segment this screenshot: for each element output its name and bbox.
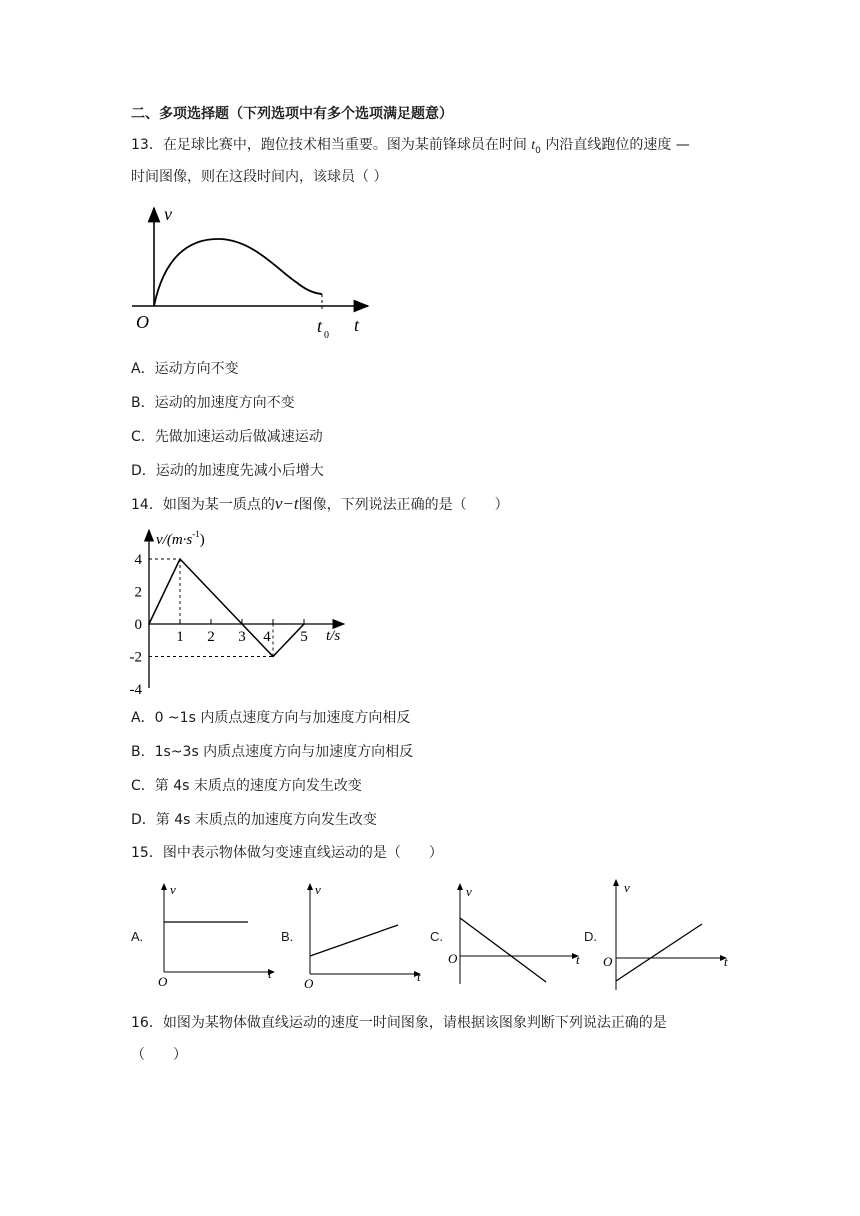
q15-option-d-graph <box>600 876 740 998</box>
q15-option-b-graph <box>300 880 430 992</box>
q14-y-tick-0: 4 <box>134 552 142 568</box>
q15-option-c-graph <box>444 880 594 992</box>
q14-stem-part1: 14．如图为某一质点的 <box>131 497 275 513</box>
q15c-t-label: t <box>576 952 580 967</box>
q15c-line <box>460 918 546 982</box>
q13-velocity-curve <box>154 239 322 306</box>
q14-y-tick-1: 2 <box>134 584 142 601</box>
q15-stem: 15．图中表示物体做匀变速直线运动的是（ ） <box>131 845 443 861</box>
q16-stem-line1: 16．如图为某物体做直线运动的速度一时间图象，请根据该图象判断下列说法正确的是 <box>131 1015 667 1031</box>
q14-data-point-4 <box>303 623 305 625</box>
q14-x-tick-1: 2 <box>207 629 215 645</box>
q15d-line <box>616 924 702 981</box>
q15b-t-label: t <box>417 969 421 984</box>
q14-series-segment-1 <box>180 559 242 624</box>
q15a-v-arrow <box>161 883 167 890</box>
q14-option-c: C．第 4s 末质点的速度方向发生改变 <box>131 778 362 794</box>
q15c-origin: O <box>448 951 458 966</box>
q14-option-a: A．0 ~1s 内质点速度方向与加速度方向相反 <box>131 710 411 726</box>
q14-series-segment-0 <box>149 559 180 624</box>
q13-v-label: v <box>164 204 172 224</box>
q13-t0-label: t <box>317 316 323 336</box>
q14-x-tick-0: 1 <box>176 629 184 645</box>
q13-vt-graph <box>128 198 378 348</box>
q13-stem-part2: 内沿直线跑位的速度 — <box>540 137 690 153</box>
q15b-v-arrow <box>307 883 313 890</box>
q14-x-axis-label: t/s <box>326 628 341 644</box>
q13-origin-label: O <box>136 312 149 332</box>
q13-t0-sub: 0 <box>324 330 329 341</box>
q14-data-point-2 <box>241 623 243 625</box>
q15d-t-label: t <box>724 954 728 969</box>
q15c-v-arrow <box>457 883 463 890</box>
q14-option-b: B．1s~3s 内质点速度方向与加速度方向相反 <box>131 744 414 760</box>
q13-stem-t: t <box>531 138 536 153</box>
q14-stem-vt: v−t <box>274 494 299 513</box>
q14-y-tick-2: 0 <box>134 617 142 633</box>
q14-data-point-1 <box>179 558 181 560</box>
q15b-line <box>310 925 398 956</box>
q14-vt-chart <box>126 522 356 694</box>
q15b-v-label: v <box>315 882 321 897</box>
q13-option-d: D．运动的加速度先减小后增大 <box>131 463 324 479</box>
q14-option-d: D．第 4s 末质点的加速度方向发生改变 <box>131 812 377 828</box>
q15d-v-label: v <box>624 880 630 895</box>
q14-y-axis-label <box>156 529 205 548</box>
q14-stem-part2: 图像，下列说法正确的是（ ） <box>298 497 509 513</box>
q14-y-axis-label-close: ) <box>199 532 205 548</box>
q15d-v-arrow <box>613 879 619 886</box>
q14-data-point-0 <box>148 623 150 625</box>
q15a-v-label: v <box>170 882 176 897</box>
q15-option-a-label: A. <box>131 929 144 944</box>
q14-y-tick-4: -4 <box>129 682 142 694</box>
q14-y-tick-3: -2 <box>129 649 142 666</box>
q13-stem-part1: 13．在足球比赛中，跑位技术相当重要。图为某前锋球员在时间 <box>131 137 532 153</box>
q16-stem-line2: （ ） <box>131 1047 187 1063</box>
q14-y-axis-label-sup: -1 <box>192 529 200 539</box>
q14-y-axis-label-text: v/(m·s <box>156 532 193 548</box>
q13-option-a: A．运动方向不变 <box>131 361 239 377</box>
q14-x-tick-3: 4 <box>263 629 271 645</box>
q15a-origin: O <box>158 974 168 989</box>
q15a-t-label: t <box>268 966 272 981</box>
q14-x-tick-4: 5 <box>300 629 308 645</box>
q15-option-c-label: C. <box>430 929 443 944</box>
q14-plot-group <box>130 552 308 694</box>
q13-option-b: B．运动的加速度方向不变 <box>131 395 295 411</box>
q15-option-a-graph <box>152 880 282 992</box>
q15c-v-label: v <box>466 884 472 899</box>
q13-t-label: t <box>354 315 360 335</box>
q13-option-c: C．先做加速运动后做减速运动 <box>131 429 323 445</box>
q15-option-d-label: D. <box>584 929 597 944</box>
q13-stem-line1 <box>131 135 690 161</box>
q14-data-point-3 <box>272 656 274 658</box>
q15-option-b-label: B. <box>281 929 294 944</box>
q15d-origin: O <box>603 954 613 969</box>
q13-stem-sub: 0 <box>535 145 541 156</box>
q15b-origin: O <box>304 976 314 991</box>
q14-x-tick-2: 3 <box>238 629 246 645</box>
q14-stem <box>131 494 509 515</box>
q13-stem-line2: 时间图像，则在这段时间内，该球员（ ） <box>131 169 388 185</box>
section-heading: 二、多项选择题（下列选项中有多个选项满足题意） <box>131 106 453 122</box>
